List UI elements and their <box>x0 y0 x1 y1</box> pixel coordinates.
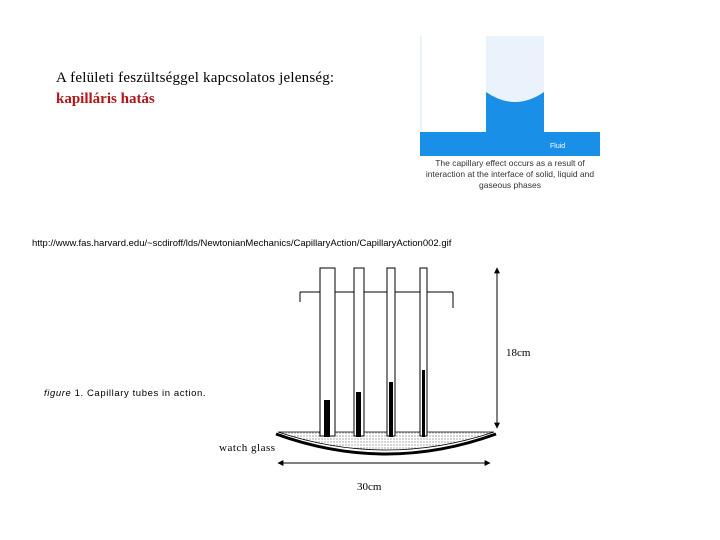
width-label: 30cm <box>357 481 382 493</box>
fluid-label: Fluid <box>550 143 566 150</box>
slide-title-line1: A felületi feszültséggel kapcsolatos jelenség: <box>56 70 335 86</box>
capillary-tube-2 <box>354 268 364 437</box>
figure-caption-italic: figure <box>44 388 72 399</box>
height-label: 18cm <box>506 347 531 359</box>
inset-caption: The capillary effect occurs as a result of interaction at the interface of solid, liquid and gaseous phases <box>425 158 595 190</box>
capillary-tube-4 <box>420 268 427 437</box>
watch-glass-label: watch glass <box>219 442 276 454</box>
capillary-tube-1 <box>320 268 335 437</box>
source-url: http://www.fas.harvard.edu/~scdiroff/lds/NewtonianMechanics/CapillaryAction/CapillaryAction002.gif <box>32 238 452 249</box>
watch-glass-water <box>278 432 494 450</box>
slide-title-highlight: kapilláris hatás <box>56 91 155 107</box>
figure-caption-text: 1. Capillary tubes in action. <box>71 388 207 399</box>
capillary-tube-3 <box>387 268 395 437</box>
